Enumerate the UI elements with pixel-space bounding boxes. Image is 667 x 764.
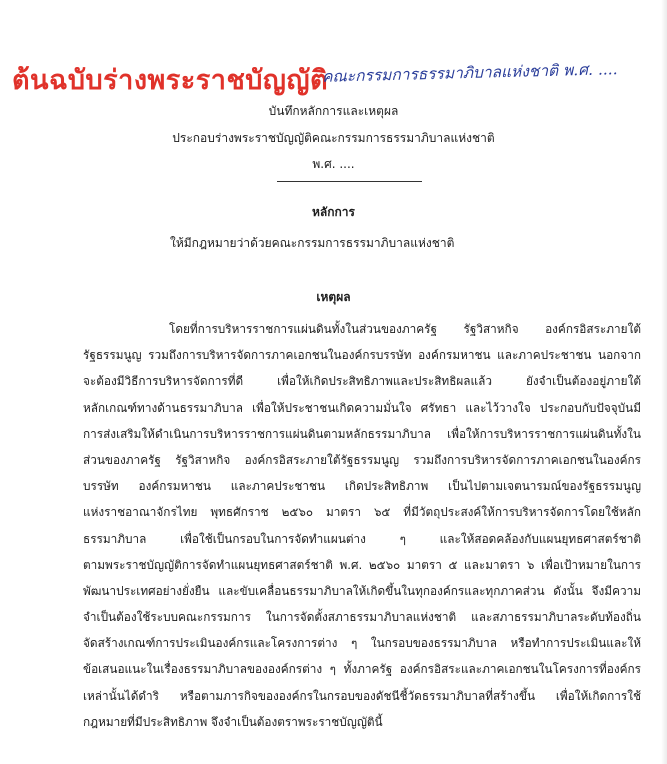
reason-line: ธรรมาภิบาล เพื่อใช้เป็นกรอบในการจัดทำแผนต่าง ๆ และให้สอดคล้องกับแผนยุทธศาสตร์ชาติ [83,531,641,546]
reason-line: เหล่านั้นได้ดำริ หรือตามภารกิจขององค์กรในกรอบของดัชนีชี้วัดธรรมาภิบาลที่สร้างขึ้น เพื่อให้เกิดการใช้ [83,688,641,703]
reason-line: จำเป็นต้องใช้ระบบคณะกรรมการ ในการจัดตั้งสภาธรรมาภิบาลแห่งชาติ และสภาธรรมาภิบาลระดับท้องถิ่น [83,610,641,625]
memo-subtitle: ประกอบร่างพระราชบัญญัติคณะกรรมการธรรมาภิบาลแห่งชาติ [172,131,495,145]
reason-line: กฎหมายที่มีประสิทธิภาพ จึงจำเป็นต้องตราพระราชบัญญัตินี้ [83,714,383,729]
reason-line: รัฐธรรมนูญ รวมถึงการบริหารจัดการภาคเอกชนในองค์กรบรรษัท องค์กรมหาชน และภาคประชาชน นอกจาก [83,348,641,363]
handwritten-bill-title: คณะกรรมการธรรมาภิบาลแห่งชาติ พ.ศ. .... [321,60,618,86]
reason-line: จัดสร้างเกณฑ์การประเมินองค์กรและโครงการต่าง ๆ ในกรอบของธรรมาภิบาล หรือทำการประเมินและให้ [83,636,641,651]
memo-year: พ.ศ. .... [312,157,355,171]
principle-text: ให้มีกฎหมายว่าด้วยคณะกรรมการธรรมาภิบาลแห่งชาติ [170,236,455,250]
scan-edge-shadow [661,0,667,764]
principle-heading: หลักการ [312,205,355,219]
reason-line: บรรษัท องค์กรมหาชน และภาคประชาชน เกิดประสิทธิภาพ เป็นไปตามเจตนารมณ์ของรัฐธรรมนูญ [83,479,641,494]
reason-paragraph [83,320,641,739]
reason-line: ส่วนของภาครัฐ รัฐวิสาหกิจ องค์กรอิสระภายใต้รัฐธรรมนูญ รวมถึงการบริหารจัดการภาคเอกชนในองค์กร [83,452,641,467]
reason-line: ตามพระราชบัญญัติการจัดทำแผนยุทธศาสตร์ชาติ พ.ศ. ๒๕๖๐ มาตรา ๕ และมาตรา ๖ เพื่อเป้าหมายในการ [83,557,641,572]
reason-line: โดยที่การบริหารราชการแผ่นดินทั้งในส่วนของภาครัฐ รัฐวิสาหกิจ องค์กรอิสระภายใต้ [169,322,641,336]
draft-stamp: ต้นฉบับร่างพระราชบัญญัติ [12,65,328,96]
reason-line: พัฒนาประเทศอย่างยั่งยืน และขับเคลื่อนธรรมาภิบาลให้เกิดขึ้นในทุกองค์กรและทุกภาคส่วน ดังนั้น จึงมีความ [83,583,641,598]
reason-line: การส่งเสริมให้ดำเนินการบริหารราชการแผ่นดินตามหลักธรรมาภิบาล เพื่อให้การบริหารราชการแผ่นดินทั้งใน [83,426,641,441]
reason-line: จะต้องมีวิธีการบริหารจัดการที่ดี เพื่อให้เกิดประสิทธิภาพและประสิทธิผลแล้ว ยังจำเป็นต้องอยู่ภายใต้ [83,374,641,389]
reason-line: แห่งราชอาณาจักรไทย พุทธศักราช ๒๕๖๐ มาตรา ๖๕ ที่มีวัตถุประสงค์ให้การบริหารจัดการโดยใช้หลัก [83,505,641,520]
memo-title: บันทึกหลักการและเหตุผล [268,104,399,118]
reason-line: ข้อเสนอแนะในเรื่องธรรมาภิบาลขององค์กรต่าง ๆ ทั้งภาครัฐ องค์กรอิสระและภาคเอกชนในโครงการที่องค์กร [83,662,641,677]
reason-heading: เหตุผล [316,290,351,304]
divider-line [277,181,422,182]
reason-line: หลักเกณฑ์ทางด้านธรรมาภิบาล เพื่อให้ประชาชนเกิดความมั่นใจ ศรัทธา และไว้วางใจ ประกอบกับปัจจุบันมี [83,400,641,415]
